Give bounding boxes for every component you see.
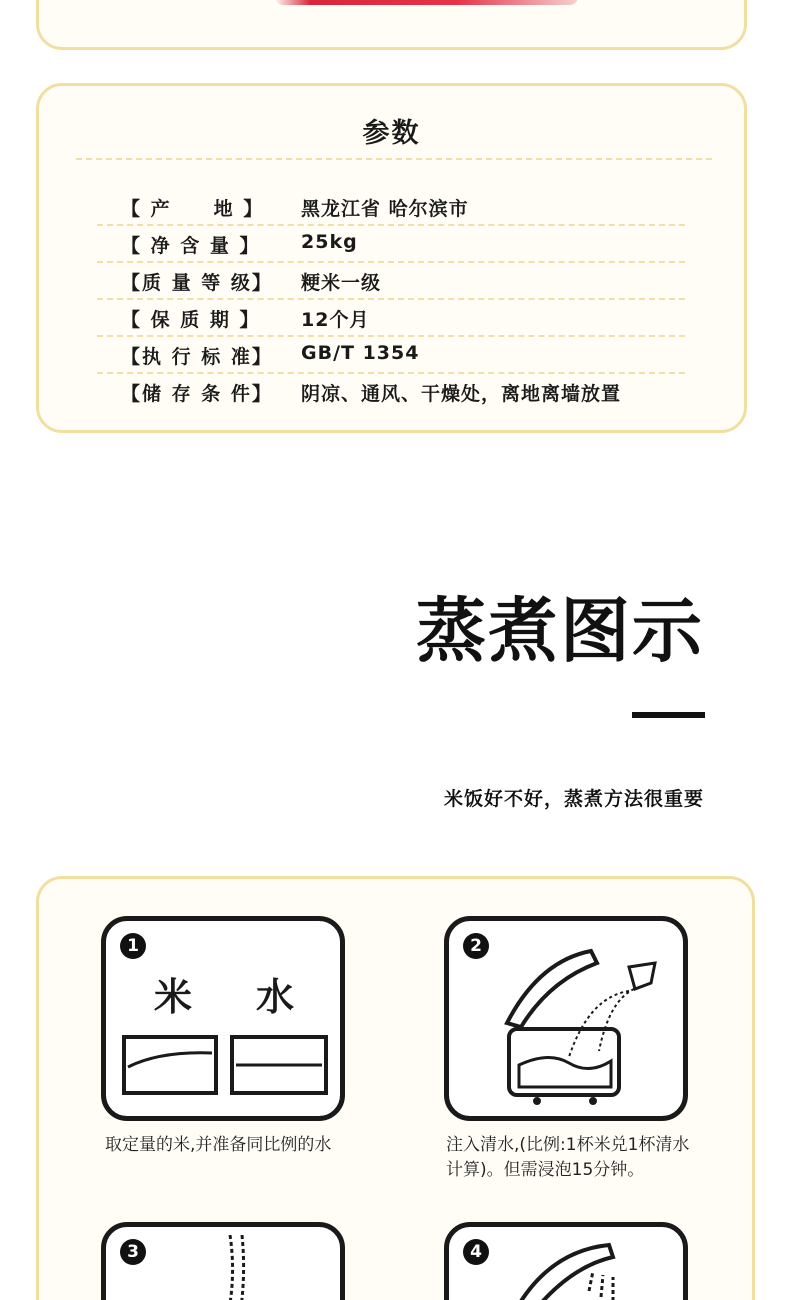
param-value: 25kg	[301, 231, 358, 253]
row-divider	[97, 372, 685, 374]
rice-and-water-bowls-icon	[120, 1031, 330, 1101]
row-divider	[97, 261, 685, 263]
step-number-badge: 1	[120, 933, 146, 959]
step-number-badge: 3	[120, 1239, 146, 1265]
param-row-storage	[121, 379, 721, 415]
params-title: 参数	[362, 118, 421, 149]
cooking-section-title: 蒸煮图示	[416, 590, 704, 672]
step-number-badge: 4	[463, 1239, 489, 1265]
water-label: 水	[256, 975, 295, 1019]
step-3-illustration	[101, 1222, 345, 1300]
param-label: 【 保 质 期 】	[121, 309, 261, 331]
rice-cooker-steam-icon	[509, 1241, 659, 1300]
param-label: 【执 行 标 准】	[121, 346, 273, 368]
step-1-caption: 取定量的米,并准备同比例的水	[105, 1135, 332, 1155]
rice-label: 米	[154, 975, 193, 1019]
step-2-caption-line2: 计算)。但需浸泡15分钟。	[446, 1160, 645, 1180]
step-2-caption-line1: 注入清水,(比例:1杯米兑1杯清水	[446, 1135, 690, 1155]
param-label: 【储 存 条 件】	[121, 383, 273, 405]
product-image-card	[36, 0, 747, 50]
brush-stroke-decoration	[274, 0, 579, 5]
param-label: 【 产 地 】	[121, 198, 265, 220]
param-value: GB/T 1354	[301, 342, 420, 364]
step-2-illustration	[444, 916, 688, 1121]
step-number-badge: 2	[463, 933, 489, 959]
param-value: 粳米一级	[301, 272, 382, 294]
param-label: 【 净 含 量 】	[121, 235, 261, 257]
param-label: 【质 量 等 级】	[121, 272, 273, 294]
cooking-steps-card	[36, 876, 755, 1300]
params-card	[36, 83, 747, 433]
step-1-illustration	[101, 916, 345, 1121]
row-divider	[97, 298, 685, 300]
title-underline	[632, 712, 705, 718]
step-4-illustration	[444, 1222, 688, 1300]
steam-icon	[216, 1235, 276, 1300]
row-divider	[97, 224, 685, 226]
title-divider	[76, 158, 712, 160]
param-value: 12个月	[301, 309, 370, 331]
param-value: 阴凉、通风、干燥处，离地离墙放置	[301, 383, 622, 405]
row-divider	[97, 335, 685, 337]
rice-cooker-pour-icon	[489, 941, 659, 1111]
param-value: 黑龙江省 哈尔滨市	[301, 198, 469, 220]
cooking-section-subtitle: 米饭好不好，蒸煮方法很重要	[443, 788, 704, 810]
